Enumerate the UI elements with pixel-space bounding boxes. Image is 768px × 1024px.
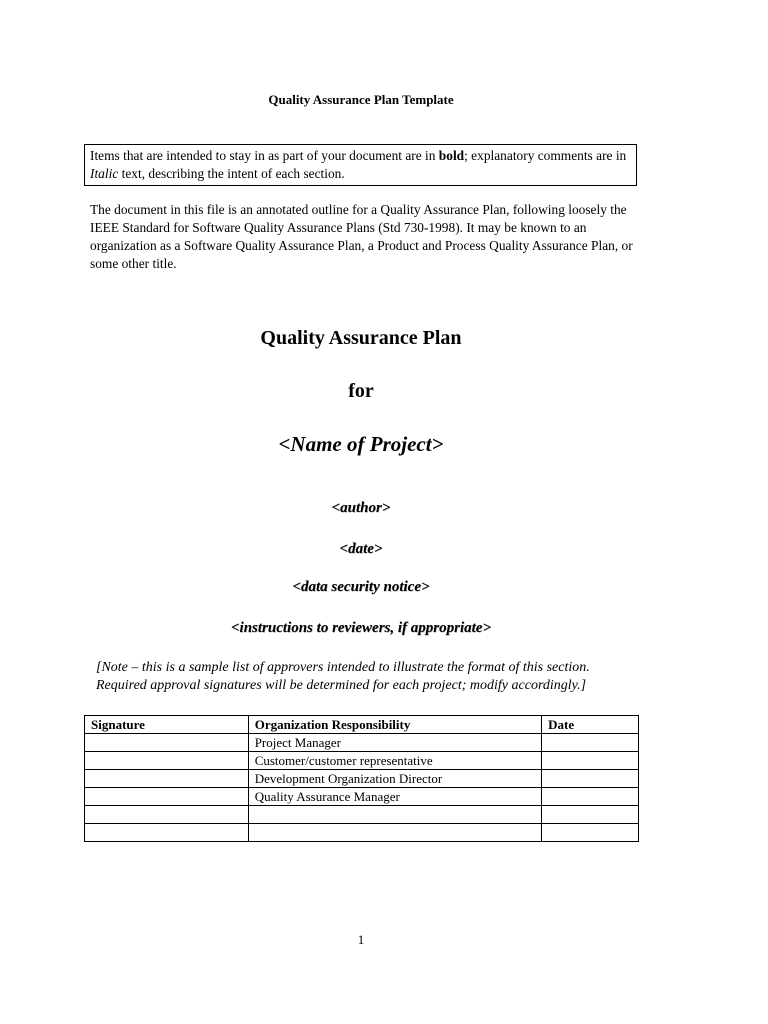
approver-note (96, 659, 656, 695)
approver-note-line-2: Required approval signatures will be determined for each project; modify accordingly.] (96, 678, 587, 693)
header-organization-responsibility: Organization Responsibility (248, 716, 541, 734)
table-row (85, 788, 639, 806)
plan-title-for: for (348, 380, 374, 402)
date-placeholder: <date> (339, 541, 383, 557)
responsibility-cell[interactable] (248, 824, 541, 842)
table-row (85, 752, 639, 770)
table-row (85, 824, 639, 842)
date-cell[interactable] (542, 734, 639, 752)
responsibility-cell: Project Manager (248, 734, 541, 752)
note-text-part-3: text, describing the intent of each section. (118, 166, 345, 181)
note-bold-word: bold (438, 148, 465, 163)
note-text-part-2: ; explanatory comments are in (464, 148, 627, 163)
signature-cell[interactable] (85, 752, 249, 770)
date-cell[interactable] (542, 752, 639, 770)
note-text-part-1: Items that are intended to stay in as part of your document are in (90, 148, 439, 163)
approver-note-line-1: [Note – this is a sample list of approvers intended to illustrate the format of this section. (96, 660, 590, 675)
reviewer-instructions-placeholder: <instructions to reviewers, if appropriate> (230, 620, 492, 636)
header-date: Date (542, 716, 639, 734)
project-name-placeholder: <Name of Project> (278, 432, 444, 456)
table-row (85, 806, 639, 824)
plan-title: Quality Assurance Plan (260, 327, 462, 349)
signature-cell[interactable] (85, 734, 249, 752)
signature-cell[interactable] (85, 824, 249, 842)
intro-paragraph: The document in this file is an annotated outline for a Quality Assurance Plan, following loosely the IEEE Standard for Software Quality Assurance Plans (Std 730-1998). It may be known to an organization as a Software Quality Assurance Plan, a Product and Process Quality Assurance Plan, or some other title. (90, 202, 633, 271)
date-cell[interactable] (542, 824, 639, 842)
security-notice-placeholder: <data security notice> (292, 579, 430, 595)
page-number: 1 (357, 932, 365, 947)
date-cell[interactable] (542, 788, 639, 806)
instructions-note-box (84, 144, 637, 186)
responsibility-cell: Development Organization Director (248, 770, 541, 788)
signature-cell[interactable] (85, 806, 249, 824)
table-row (85, 734, 639, 752)
signature-cell[interactable] (85, 788, 249, 806)
responsibility-cell: Quality Assurance Manager (248, 788, 541, 806)
responsibility-cell: Customer/customer representative (248, 752, 541, 770)
note-italic-word: Italic (90, 166, 119, 181)
date-cell[interactable] (542, 770, 639, 788)
table-header-row (85, 716, 639, 734)
table-row (85, 770, 639, 788)
responsibility-cell[interactable] (248, 806, 541, 824)
signature-cell[interactable] (85, 770, 249, 788)
approvals-table (84, 715, 639, 842)
header-signature: Signature (85, 716, 249, 734)
author-placeholder: <author> (331, 500, 391, 516)
document-header-title: Quality Assurance Plan Template (268, 92, 454, 107)
date-cell[interactable] (542, 806, 639, 824)
